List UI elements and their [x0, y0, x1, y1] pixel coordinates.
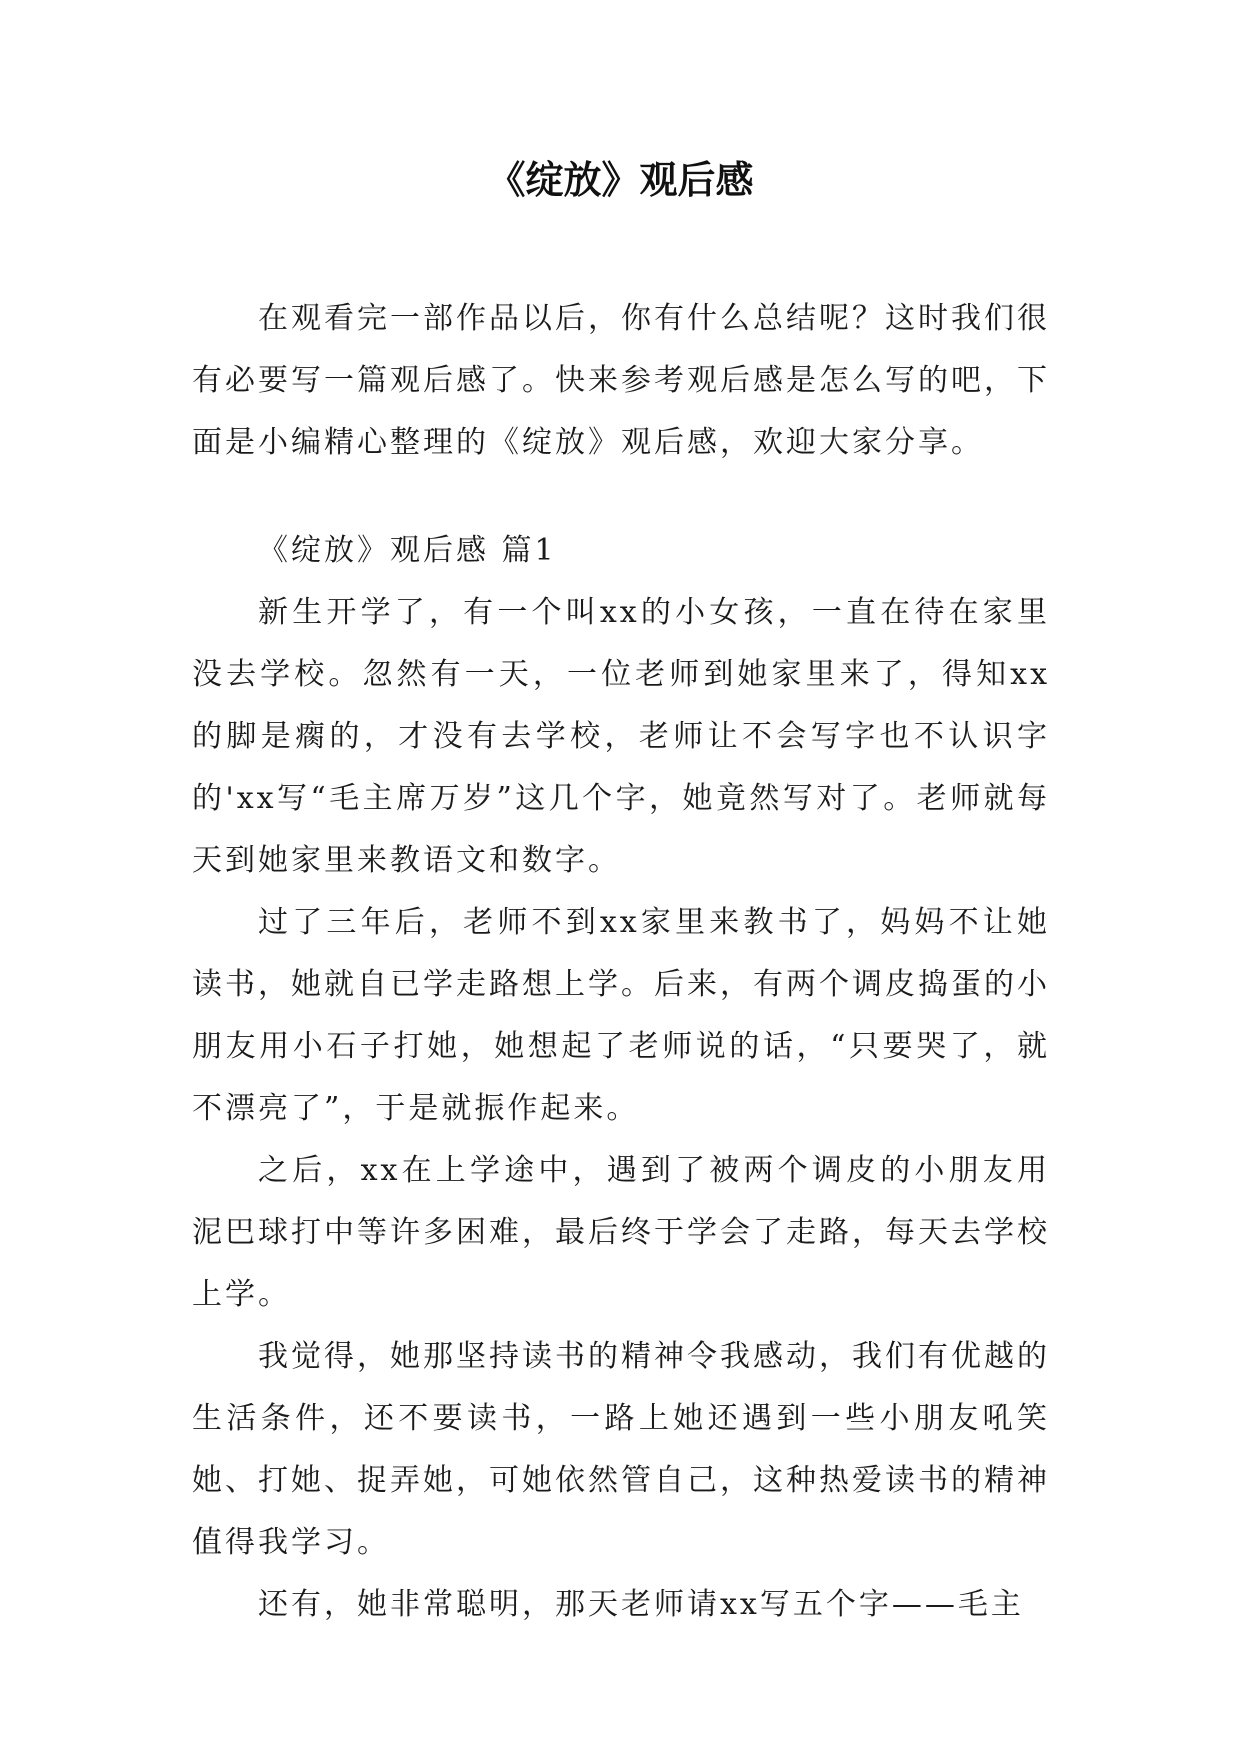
body-paragraph: 还有，她非常聪明，那天老师请xx写五个字——毛主 — [258, 1587, 1024, 1622]
body-paragraph: 我觉得，她那坚持读书的精神令我感动，我们有优越的生活条件，还不要读书，一路上她还遇到一些小朋友吼笑她、打她、捉弄她，可她依然管自己，这种热爱读书的精神值得我学习。 — [192, 1339, 1050, 1560]
body-paragraph: 过了三年后，老师不到xx家里来教书了，妈妈不让她读书，她就自已学走路想上学。后来，有两个调皮捣蛋的小朋友用小石子打她，她想起了老师说的话，“只要哭了，就不漂亮了”，于是就振作起来。 — [192, 905, 1050, 1126]
article-body — [192, 520, 1050, 1636]
section-heading: 《绽放》观后感 篇1 — [258, 533, 557, 568]
body-paragraph: 之后，xx在上学途中，遇到了被两个调皮的小朋友用泥巴球打中等许多困难，最后终于学会了走路，每天去学校上学。 — [192, 1153, 1050, 1312]
intro-section — [192, 288, 1050, 474]
body-paragraph: 新生开学了，有一个叫xx的小女孩，一直在待在家里没去学校。忽然有一天，一位老师到她家里来了，得知xx的脚是瘸的，才没有去学校，老师让不会写字也不认识字的'xx写“毛主席万岁”这几个字，她竟然写对了。老师就每天到她家里来教语文和数字。 — [192, 595, 1050, 878]
document-title: 《绽放》观后感 — [487, 158, 754, 202]
intro-paragraph: 在观看完一部作品以后，你有什么总结呢？这时我们很有必要写一篇观后感了。快来参考观后感是怎么写的吧，下面是小编精心整理的《绽放》观后感，欢迎大家分享。 — [192, 301, 1050, 460]
